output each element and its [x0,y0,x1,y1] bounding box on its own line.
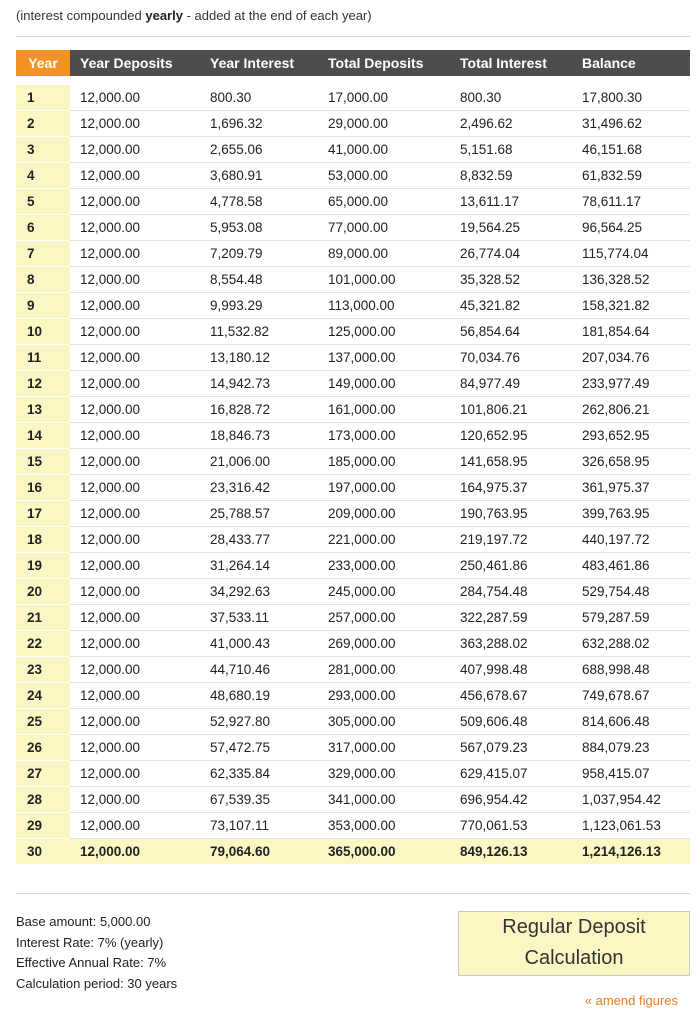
cell-balance: 529,754.48 [572,579,690,605]
cell-balance: 262,806.21 [572,397,690,423]
cell-balance: 884,079.23 [572,735,690,761]
cell-year: 1 [16,85,70,111]
table-row [16,423,690,449]
cell-year-deposits: 12,000.00 [70,345,200,371]
cell-total-deposits: 113,000.00 [318,293,450,319]
cell-total-interest: 250,461.86 [450,553,572,579]
cell-balance: 483,461.86 [572,553,690,579]
table-row [16,293,690,319]
cell-total-interest: 8,832.59 [450,163,572,189]
cell-year-interest: 21,006.00 [200,449,318,475]
cell-total-interest: 45,321.82 [450,293,572,319]
cell-year-deposits: 12,000.00 [70,215,200,241]
cell-balance: 1,037,954.42 [572,787,690,813]
cell-balance: 46,151.68 [572,137,690,163]
table-row [16,397,690,423]
table-row [16,761,690,787]
cell-year-deposits: 12,000.00 [70,605,200,631]
cell-year-interest: 34,292.63 [200,579,318,605]
cell-total-interest: 164,975.37 [450,475,572,501]
cell-total-deposits: 341,000.00 [318,787,450,813]
cell-year-interest: 16,828.72 [200,397,318,423]
table-row [16,215,690,241]
cell-total-interest: 629,415.07 [450,761,572,787]
cell-total-deposits: 293,000.00 [318,683,450,709]
cell-year-deposits: 12,000.00 [70,423,200,449]
cell-total-interest: 363,288.02 [450,631,572,657]
table-row [16,501,690,527]
table-row [16,605,690,631]
cell-total-interest: 407,998.48 [450,657,572,683]
cell-year-deposits: 12,000.00 [70,189,200,215]
deposit-schedule-table [16,50,690,864]
table-row [16,631,690,657]
cell-balance: 361,975.37 [572,475,690,501]
cell-total-interest: 456,678.67 [450,683,572,709]
cell-year-deposits: 12,000.00 [70,787,200,813]
cell-year: 2 [16,111,70,137]
cell-year-interest: 41,000.43 [200,631,318,657]
calculation-summary [16,912,177,994]
cell-total-deposits: 137,000.00 [318,345,450,371]
calc-box-line2: Calculation [524,947,624,969]
table-row [16,813,690,839]
cell-year-deposits: 12,000.00 [70,111,200,137]
table-row [16,657,690,683]
cell-total-deposits: 221,000.00 [318,527,450,553]
cell-year-interest: 28,433.77 [200,527,318,553]
cell-year-interest: 11,532.82 [200,319,318,345]
cell-total-deposits: 89,000.00 [318,241,450,267]
table-row [16,371,690,397]
cell-year-deposits: 12,000.00 [70,501,200,527]
cell-year-deposits: 12,000.00 [70,683,200,709]
cell-year-interest: 73,107.11 [200,813,318,839]
table-row [16,709,690,735]
cell-total-deposits: 101,000.00 [318,267,450,293]
cell-year: 17 [16,501,70,527]
cell-total-deposits: 77,000.00 [318,215,450,241]
cell-year: 5 [16,189,70,215]
cell-total-interest: 800.30 [450,85,572,111]
header-balance: Balance [572,50,690,76]
table-row [16,579,690,605]
cell-year: 9 [16,293,70,319]
cell-year-deposits: 12,000.00 [70,709,200,735]
cell-total-interest: 35,328.52 [450,267,572,293]
cell-total-deposits: 245,000.00 [318,579,450,605]
cell-year-deposits: 12,000.00 [70,267,200,293]
cell-balance: 1,123,061.53 [572,813,690,839]
cell-year-deposits: 12,000.00 [70,475,200,501]
cell-total-deposits: 209,000.00 [318,501,450,527]
cell-balance: 96,564.25 [572,215,690,241]
cell-year-interest: 5,953.08 [200,215,318,241]
cell-year: 14 [16,423,70,449]
table-row [16,85,690,111]
cell-balance: 207,034.76 [572,345,690,371]
calc-box-line1: Regular Deposit [502,916,646,938]
cell-total-deposits: 257,000.00 [318,605,450,631]
table-row [16,553,690,579]
cell-year: 11 [16,345,70,371]
cell-total-interest: 322,287.59 [450,605,572,631]
cell-year: 12 [16,371,70,397]
cell-total-interest: 509,606.48 [450,709,572,735]
table-row [16,787,690,813]
cell-balance: 579,287.59 [572,605,690,631]
cell-year-deposits: 12,000.00 [70,527,200,553]
cell-total-interest: 284,754.48 [450,579,572,605]
table-row [16,319,690,345]
cell-total-interest: 190,763.95 [450,501,572,527]
cell-year-interest: 7,209.79 [200,241,318,267]
table-row [16,163,690,189]
cell-year: 7 [16,241,70,267]
summary-interest-rate: Interest Rate: 7% (yearly) [16,934,164,950]
cell-total-deposits: 269,000.00 [318,631,450,657]
cell-total-deposits: 65,000.00 [318,189,450,215]
cell-total-deposits: 233,000.00 [318,553,450,579]
note-suffix: - added at the end of each year) [182,8,372,23]
cell-year: 26 [16,735,70,761]
spacer-cell [16,76,690,85]
cell-total-interest: 120,652.95 [450,423,572,449]
cell-year: 29 [16,813,70,839]
cell-year-interest: 62,335.84 [200,761,318,787]
cell-year-interest: 57,472.75 [200,735,318,761]
cell-total-deposits: 41,000.00 [318,137,450,163]
cell-balance: 136,328.52 [572,267,690,293]
table-spacer [16,76,690,85]
cell-balance: 958,415.07 [572,761,690,787]
cell-balance: 181,854.64 [572,319,690,345]
table-row [16,475,690,501]
cell-year: 15 [16,449,70,475]
table-row [16,449,690,475]
cell-balance: 17,800.30 [572,85,690,111]
header-total-deposits: Total Deposits [318,50,450,76]
cell-year-deposits: 12,000.00 [70,241,200,267]
cell-year-deposits: 12,000.00 [70,761,200,787]
cell-year-interest: 67,539.35 [200,787,318,813]
note-prefix: (interest compounded [16,8,146,23]
cell-total-interest: 84,977.49 [450,371,572,397]
cell-year: 25 [16,709,70,735]
cell-total-interest: 219,197.72 [450,527,572,553]
table-row [16,137,690,163]
cell-year: 3 [16,137,70,163]
table-header-row [16,50,690,76]
cell-total-interest: 696,954.42 [450,787,572,813]
cell-year-deposits: 12,000.00 [70,657,200,683]
cell-year: 27 [16,761,70,787]
cell-year: 24 [16,683,70,709]
cell-balance: 749,678.67 [572,683,690,709]
compounding-note [16,8,372,23]
cell-total-deposits: 17,000.00 [318,85,450,111]
cell-year-deposits: 12,000.00 [70,319,200,345]
cell-year-deposits: 12,000.00 [70,85,200,111]
cell-year-interest: 800.30 [200,85,318,111]
cell-total-interest: 56,854.64 [450,319,572,345]
cell-year: 19 [16,553,70,579]
cell-year-deposits: 12,000.00 [70,397,200,423]
cell-balance: 440,197.72 [572,527,690,553]
header-year-deposits: Year Deposits [70,50,200,76]
cell-year: 10 [16,319,70,345]
cell-total-deposits: 53,000.00 [318,163,450,189]
header-total-interest: Total Interest [450,50,572,76]
cell-balance: 814,606.48 [572,709,690,735]
cell-total-interest: 5,151.68 [450,137,572,163]
cell-year-interest: 18,846.73 [200,423,318,449]
cell-year: 21 [16,605,70,631]
cell-total-deposits: 173,000.00 [318,423,450,449]
cell-year-deposits: 12,000.00 [70,163,200,189]
cell-year: 20 [16,579,70,605]
cell-total-interest: 70,034.76 [450,345,572,371]
cell-year: 28 [16,787,70,813]
cell-total-interest: 849,126.13 [450,839,572,865]
cell-year-interest: 3,680.91 [200,163,318,189]
table-total-row [16,839,690,865]
cell-total-deposits: 317,000.00 [318,735,450,761]
cell-balance: 78,611.17 [572,189,690,215]
cell-year-interest: 9,993.29 [200,293,318,319]
cell-year: 13 [16,397,70,423]
cell-year-interest: 48,680.19 [200,683,318,709]
cell-total-deposits: 125,000.00 [318,319,450,345]
amend-figures-link[interactable]: « amend figures [584,993,678,1008]
calculation-type-box [458,911,690,976]
cell-year: 16 [16,475,70,501]
cell-total-interest: 26,774.04 [450,241,572,267]
cell-year: 30 [16,839,70,865]
cell-year-interest: 1,696.32 [200,111,318,137]
cell-year-deposits: 12,000.00 [70,579,200,605]
cell-total-interest: 19,564.25 [450,215,572,241]
cell-year: 4 [16,163,70,189]
table-row [16,735,690,761]
cell-year-deposits: 12,000.00 [70,371,200,397]
cell-total-deposits: 149,000.00 [318,371,450,397]
cell-balance: 326,658.95 [572,449,690,475]
cell-total-interest: 101,806.21 [450,397,572,423]
cell-year: 6 [16,215,70,241]
cell-year-interest: 52,927.80 [200,709,318,735]
cell-year-deposits: 12,000.00 [70,813,200,839]
cell-year-deposits: 12,000.00 [70,839,200,865]
cell-year-interest: 13,180.12 [200,345,318,371]
cell-year-interest: 44,710.46 [200,657,318,683]
cell-year-interest: 31,264.14 [200,553,318,579]
cell-year-deposits: 12,000.00 [70,735,200,761]
cell-year-interest: 14,942.73 [200,371,318,397]
cell-year-deposits: 12,000.00 [70,631,200,657]
cell-year-interest: 37,533.11 [200,605,318,631]
summary-effective-rate: Effective Annual Rate: 7% [16,955,167,970]
cell-year: 18 [16,527,70,553]
cell-year-interest: 8,554.48 [200,267,318,293]
cell-year-deposits: 12,000.00 [70,293,200,319]
cell-balance: 61,832.59 [572,163,690,189]
cell-balance: 31,496.62 [572,111,690,137]
cell-total-interest: 13,611.17 [450,189,572,215]
table-row [16,189,690,215]
header-year: Year [16,50,70,76]
cell-total-deposits: 305,000.00 [318,709,450,735]
cell-total-deposits: 185,000.00 [318,449,450,475]
bottom-divider [16,893,690,894]
cell-year-interest: 23,316.42 [200,475,318,501]
cell-total-deposits: 365,000.00 [318,839,450,865]
note-frequency: yearly [145,8,183,23]
cell-year-interest: 2,655.06 [200,137,318,163]
cell-balance: 115,774.04 [572,241,690,267]
cell-total-interest: 2,496.62 [450,111,572,137]
cell-year-deposits: 12,000.00 [70,553,200,579]
cell-balance: 293,652.95 [572,423,690,449]
cell-year-deposits: 12,000.00 [70,137,200,163]
cell-balance: 233,977.49 [572,371,690,397]
table-row [16,111,690,137]
cell-year-interest: 25,788.57 [200,501,318,527]
cell-year-deposits: 12,000.00 [70,449,200,475]
cell-balance: 399,763.95 [572,501,690,527]
header-year-interest: Year Interest [200,50,318,76]
cell-total-interest: 770,061.53 [450,813,572,839]
cell-year: 22 [16,631,70,657]
table-row [16,267,690,293]
cell-total-deposits: 281,000.00 [318,657,450,683]
cell-total-deposits: 329,000.00 [318,761,450,787]
table-row [16,683,690,709]
cell-year: 8 [16,267,70,293]
table-row [16,345,690,371]
cell-total-deposits: 197,000.00 [318,475,450,501]
cell-total-interest: 567,079.23 [450,735,572,761]
cell-balance: 632,288.02 [572,631,690,657]
summary-base-amount: Base amount: 5,000.00 [16,914,151,929]
cell-year: 23 [16,657,70,683]
cell-year-interest: 79,064.60 [200,839,318,865]
cell-total-deposits: 29,000.00 [318,111,450,137]
summary-period: Calculation period: 30 years [16,975,178,991]
table-row [16,241,690,267]
cell-balance: 158,321.82 [572,293,690,319]
cell-total-deposits: 161,000.00 [318,397,450,423]
cell-total-interest: 141,658.95 [450,449,572,475]
table-row [16,527,690,553]
cell-year-interest: 4,778.58 [200,189,318,215]
cell-balance: 688,998.48 [572,657,690,683]
top-divider [16,36,690,37]
cell-balance: 1,214,126.13 [572,839,690,865]
cell-total-deposits: 353,000.00 [318,813,450,839]
